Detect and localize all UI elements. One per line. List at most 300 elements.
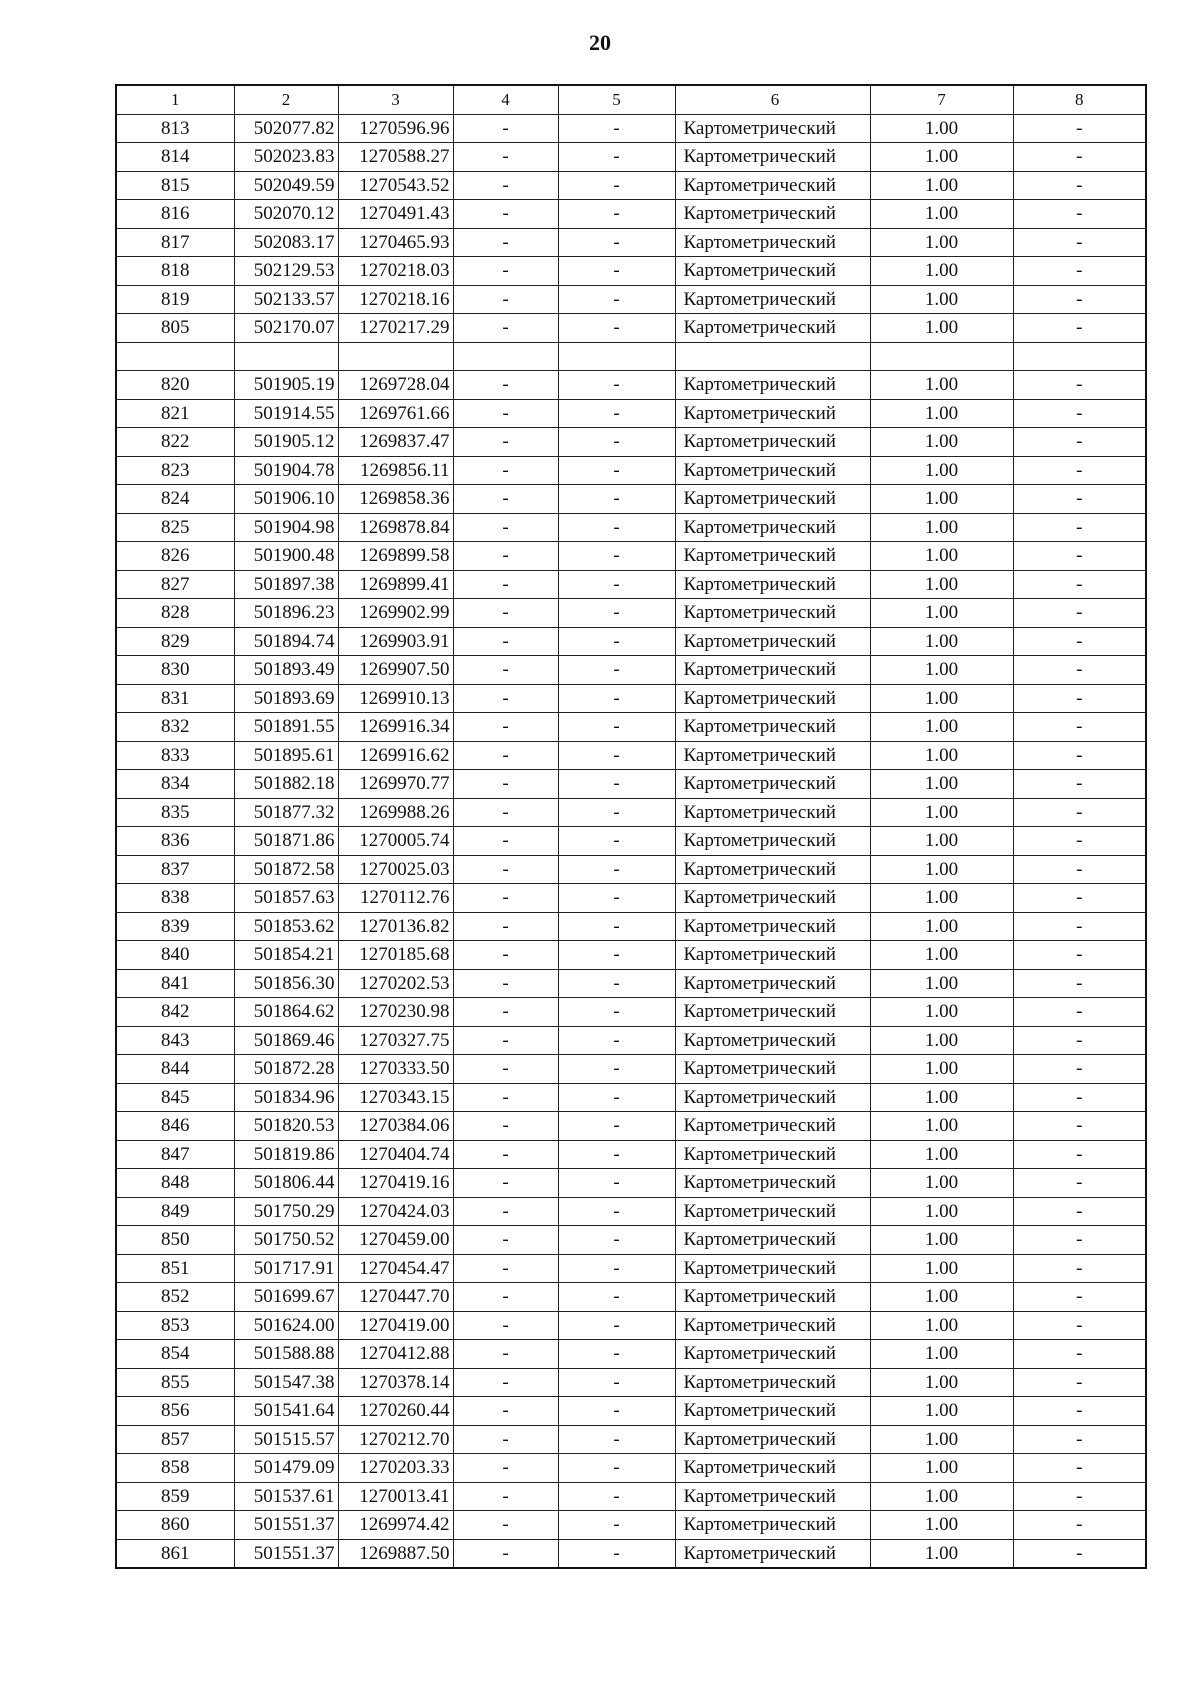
table-cell-col-4: -: [453, 684, 558, 713]
table-cell-col-7: 1.00: [870, 570, 1013, 599]
table-cell-col-3: 1269899.58: [338, 542, 453, 571]
table-cell-col-8: -: [1013, 1026, 1146, 1055]
table-cell-col-1: 840: [116, 941, 234, 970]
table-cell-col-7: 1.00: [870, 1311, 1013, 1340]
table-cell-col-7: 1.00: [870, 257, 1013, 286]
table-cell-col-2: 501872.58: [234, 855, 338, 884]
table-cell-col-4: -: [453, 998, 558, 1027]
table-cell-col-1: [116, 342, 234, 371]
table-cell-col-2: 501819.86: [234, 1140, 338, 1169]
table-cell-col-5: -: [558, 1112, 675, 1141]
table-cell-col-1: 854: [116, 1340, 234, 1369]
table-cell-col-1: 825: [116, 513, 234, 542]
table-cell-col-1: 831: [116, 684, 234, 713]
table-cell-col-4: -: [453, 371, 558, 400]
table-cell-col-3: 1269974.42: [338, 1511, 453, 1540]
column-header-5: 5: [558, 85, 675, 114]
table-cell-col-1: 856: [116, 1397, 234, 1426]
table-cell-col-2: 501479.09: [234, 1454, 338, 1483]
table-cell-col-5: -: [558, 1511, 675, 1540]
table-cell-col-7: 1.00: [870, 969, 1013, 998]
table-cell-col-1: 813: [116, 114, 234, 143]
table-cell-col-6: Картометрический: [675, 1454, 870, 1483]
table-cell-col-2: 502083.17: [234, 228, 338, 257]
table-row: [116, 684, 1146, 713]
table-cell-col-8: -: [1013, 1368, 1146, 1397]
table-cell-col-8: -: [1013, 1226, 1146, 1255]
table-cell-col-4: -: [453, 884, 558, 913]
table-cell-col-2: 501900.48: [234, 542, 338, 571]
table-cell-col-7: 1.00: [870, 1055, 1013, 1084]
table-cell-col-7: 1.00: [870, 485, 1013, 514]
table-cell-col-6: Картометрический: [675, 542, 870, 571]
table-row: [116, 941, 1146, 970]
table-cell-col-2: 501820.53: [234, 1112, 338, 1141]
table-cell-col-1: 841: [116, 969, 234, 998]
table-cell-col-5: -: [558, 1539, 675, 1568]
table-row: [116, 1340, 1146, 1369]
table-cell-col-7: 1.00: [870, 1026, 1013, 1055]
table-cell-col-8: -: [1013, 656, 1146, 685]
table-cell-col-4: -: [453, 1539, 558, 1568]
table-cell-col-3: 1270447.70: [338, 1283, 453, 1312]
table-cell-col-1: 828: [116, 599, 234, 628]
table-cell-col-7: 1.00: [870, 1283, 1013, 1312]
table-cell-col-3: 1270419.00: [338, 1311, 453, 1340]
table-cell-col-1: 848: [116, 1169, 234, 1198]
table-cell-col-2: 501905.12: [234, 428, 338, 457]
table-cell-col-3: 1270419.16: [338, 1169, 453, 1198]
table-row: [116, 456, 1146, 485]
table-cell-col-7: 1.00: [870, 884, 1013, 913]
table-cell-col-1: 822: [116, 428, 234, 457]
table-cell-col-7: 1.00: [870, 798, 1013, 827]
table-cell-col-1: 830: [116, 656, 234, 685]
table-cell-col-8: -: [1013, 1083, 1146, 1112]
table-cell-col-2: 501914.55: [234, 399, 338, 428]
table-cell-col-7: 1.00: [870, 1425, 1013, 1454]
table-cell-col-7: 1.00: [870, 1368, 1013, 1397]
table-cell-col-5: -: [558, 1283, 675, 1312]
table-cell-col-5: -: [558, 627, 675, 656]
table-cell-col-5: -: [558, 200, 675, 229]
table-cell-col-8: -: [1013, 1454, 1146, 1483]
table-cell-col-5: -: [558, 941, 675, 970]
table-cell-col-8: -: [1013, 741, 1146, 770]
table-row: [116, 827, 1146, 856]
table-cell-col-8: -: [1013, 114, 1146, 143]
table-cell-col-8: -: [1013, 399, 1146, 428]
table-cell-col-2: 501551.37: [234, 1539, 338, 1568]
table-cell-col-7: 1.00: [870, 855, 1013, 884]
table-cell-col-1: 860: [116, 1511, 234, 1540]
table-cell-col-4: -: [453, 1311, 558, 1340]
table-row: [116, 1055, 1146, 1084]
table-cell-col-6: Картометрический: [675, 371, 870, 400]
table-cell-col-5: -: [558, 171, 675, 200]
table-cell-col-3: 1270412.88: [338, 1340, 453, 1369]
table-cell-col-4: -: [453, 285, 558, 314]
table-cell-col-8: -: [1013, 1397, 1146, 1426]
table-cell-col-5: -: [558, 1454, 675, 1483]
table-cell-col-5: -: [558, 399, 675, 428]
table-cell-col-1: 861: [116, 1539, 234, 1568]
table-cell-col-1: 839: [116, 912, 234, 941]
table-cell-col-2: 501834.96: [234, 1083, 338, 1112]
table-cell-col-6: Картометрический: [675, 114, 870, 143]
table-cell-col-8: -: [1013, 1340, 1146, 1369]
table-cell-col-5: -: [558, 1226, 675, 1255]
table-cell-col-3: 1269970.77: [338, 770, 453, 799]
table-cell-col-5: -: [558, 1425, 675, 1454]
header-row: [116, 85, 1146, 114]
table-cell-col-3: 1270217.29: [338, 314, 453, 343]
table-cell-col-3: 1270378.14: [338, 1368, 453, 1397]
table-cell-col-3: 1270218.03: [338, 257, 453, 286]
table-row: [116, 741, 1146, 770]
table-cell-col-5: -: [558, 513, 675, 542]
table-cell-col-2: 501871.86: [234, 827, 338, 856]
table-cell-col-1: 805: [116, 314, 234, 343]
table-cell-col-4: -: [453, 627, 558, 656]
table-cell-col-5: -: [558, 599, 675, 628]
table-cell-col-6: Картометрический: [675, 1340, 870, 1369]
table-row: [116, 228, 1146, 257]
table-cell-col-1: 818: [116, 257, 234, 286]
table-cell-col-3: 1270005.74: [338, 827, 453, 856]
table-row: [116, 1511, 1146, 1540]
table-cell-col-7: 1.00: [870, 1254, 1013, 1283]
table-cell-col-5: -: [558, 314, 675, 343]
table-cell-col-1: 846: [116, 1112, 234, 1141]
table-cell-col-4: -: [453, 713, 558, 742]
table-cell-col-1: 851: [116, 1254, 234, 1283]
table-cell-col-3: 1270343.15: [338, 1083, 453, 1112]
table-cell-col-8: -: [1013, 1197, 1146, 1226]
table-row: [116, 884, 1146, 913]
table-cell-col-2: 502133.57: [234, 285, 338, 314]
table-cell-col-4: -: [453, 542, 558, 571]
table-cell-col-7: 1.00: [870, 1197, 1013, 1226]
table-cell-col-4: -: [453, 1368, 558, 1397]
table-cell-col-5: -: [558, 1055, 675, 1084]
table-cell-col-7: 1.00: [870, 114, 1013, 143]
table-cell-col-7: 1.00: [870, 656, 1013, 685]
table-cell-col-4: -: [453, 1140, 558, 1169]
table-cell-col-2: 501853.62: [234, 912, 338, 941]
table-cell-col-8: -: [1013, 285, 1146, 314]
table-cell-col-6: Картометрический: [675, 741, 870, 770]
table-row: [116, 627, 1146, 656]
table-row: [116, 656, 1146, 685]
table-cell-col-3: 1270136.82: [338, 912, 453, 941]
table-cell-col-3: 1270454.47: [338, 1254, 453, 1283]
table-cell-col-1: 829: [116, 627, 234, 656]
table-cell-col-3: 1269878.84: [338, 513, 453, 542]
table-cell-col-8: -: [1013, 1511, 1146, 1540]
table-cell-col-2: 501857.63: [234, 884, 338, 913]
table-cell-col-3: 1269837.47: [338, 428, 453, 457]
table-cell-col-8: -: [1013, 1539, 1146, 1568]
table-cell-col-5: -: [558, 428, 675, 457]
table-cell-col-3: 1270588.27: [338, 143, 453, 172]
table-cell-col-3: 1270404.74: [338, 1140, 453, 1169]
table-cell-col-3: 1270230.98: [338, 998, 453, 1027]
table-row: [116, 1539, 1146, 1568]
table-cell-col-1: 819: [116, 285, 234, 314]
table-cell-col-4: -: [453, 513, 558, 542]
table-cell-col-4: -: [453, 1197, 558, 1226]
table-cell-col-7: 1.00: [870, 627, 1013, 656]
table-cell-col-6: Картометрический: [675, 513, 870, 542]
table-cell-col-8: -: [1013, 1140, 1146, 1169]
table-cell-col-3: 1269903.91: [338, 627, 453, 656]
table-cell-col-6: Картометрический: [675, 1482, 870, 1511]
table-row: [116, 1454, 1146, 1483]
table-cell-col-7: 1.00: [870, 1112, 1013, 1141]
table-cell-col-3: 1269858.36: [338, 485, 453, 514]
table-row: [116, 570, 1146, 599]
table-cell-col-7: 1.00: [870, 228, 1013, 257]
table-cell-col-2: [234, 342, 338, 371]
table-cell-col-5: -: [558, 713, 675, 742]
column-header-8: 8: [1013, 85, 1146, 114]
table-cell-col-7: 1.00: [870, 684, 1013, 713]
table-cell-col-1: 834: [116, 770, 234, 799]
table-cell-col-7: 1.00: [870, 770, 1013, 799]
table-cell-col-6: Картометрический: [675, 1112, 870, 1141]
table-cell-col-7: 1.00: [870, 542, 1013, 571]
table-cell-col-2: 501895.61: [234, 741, 338, 770]
table-cell-col-2: 502170.07: [234, 314, 338, 343]
table-cell-col-7: 1.00: [870, 1083, 1013, 1112]
table-cell-col-7: 1.00: [870, 171, 1013, 200]
table-row: [116, 599, 1146, 628]
table-cell-col-4: -: [453, 599, 558, 628]
table-cell-col-8: [1013, 342, 1146, 371]
table-cell-col-5: -: [558, 1482, 675, 1511]
table-cell-col-6: Картометрический: [675, 684, 870, 713]
table-cell-col-2: 501864.62: [234, 998, 338, 1027]
table-cell-col-7: 1.00: [870, 513, 1013, 542]
table-row: [116, 1140, 1146, 1169]
table-header: [116, 85, 1146, 114]
table-cell-col-3: 1269902.99: [338, 599, 453, 628]
table-cell-col-3: 1269728.04: [338, 371, 453, 400]
table-cell-col-6: Картометрический: [675, 314, 870, 343]
table-cell-col-1: 844: [116, 1055, 234, 1084]
column-header-1: 1: [116, 85, 234, 114]
table-cell-col-3: 1269910.13: [338, 684, 453, 713]
table-cell-col-3: 1270202.53: [338, 969, 453, 998]
table-cell-col-4: -: [453, 200, 558, 229]
table-cell-col-3: 1269899.41: [338, 570, 453, 599]
table-cell-col-2: 502023.83: [234, 143, 338, 172]
table-cell-col-4: -: [453, 314, 558, 343]
table-cell-col-2: 501547.38: [234, 1368, 338, 1397]
table-cell-col-6: Картометрический: [675, 228, 870, 257]
table-cell-col-6: Картометрический: [675, 285, 870, 314]
table-row: [116, 713, 1146, 742]
table-cell-col-2: 501699.67: [234, 1283, 338, 1312]
table-row: [116, 1169, 1146, 1198]
column-header-7: 7: [870, 85, 1013, 114]
table-cell-col-1: 837: [116, 855, 234, 884]
table-cell-col-7: 1.00: [870, 827, 1013, 856]
table-cell-col-8: -: [1013, 1283, 1146, 1312]
table-cell-col-1: 842: [116, 998, 234, 1027]
table-cell-col-4: -: [453, 456, 558, 485]
table-cell-col-5: -: [558, 1169, 675, 1198]
table-cell-col-3: 1270384.06: [338, 1112, 453, 1141]
table-cell-col-5: -: [558, 542, 675, 571]
table-cell-col-6: Картометрический: [675, 257, 870, 286]
table-row: [116, 371, 1146, 400]
table-cell-col-1: 849: [116, 1197, 234, 1226]
table-cell-col-4: -: [453, 969, 558, 998]
table-row: [116, 1083, 1146, 1112]
table-cell-col-5: -: [558, 371, 675, 400]
table-cell-col-2: 501882.18: [234, 770, 338, 799]
table-cell-col-5: -: [558, 770, 675, 799]
table-cell-col-4: -: [453, 1283, 558, 1312]
table-cell-col-5: -: [558, 798, 675, 827]
table-cell-col-3: 1269887.50: [338, 1539, 453, 1568]
table-cell-col-7: 1.00: [870, 428, 1013, 457]
table-body: [116, 114, 1146, 1568]
table-cell-col-8: -: [1013, 627, 1146, 656]
table-cell-col-5: -: [558, 1254, 675, 1283]
table-cell-col-6: Картометрический: [675, 1169, 870, 1198]
table-cell-col-1: 859: [116, 1482, 234, 1511]
table-cell-col-6: Картометрический: [675, 1254, 870, 1283]
table-row: [116, 1112, 1146, 1141]
table-cell-col-6: Картометрический: [675, 1511, 870, 1540]
table-cell-col-5: -: [558, 884, 675, 913]
table-row: [116, 171, 1146, 200]
table-cell-col-3: 1270218.16: [338, 285, 453, 314]
table-cell-col-6: Картометрический: [675, 941, 870, 970]
table-cell-col-5: -: [558, 1197, 675, 1226]
table-cell-col-2: 501717.91: [234, 1254, 338, 1283]
table-cell-col-6: Картометрический: [675, 1226, 870, 1255]
table-cell-col-2: 501904.98: [234, 513, 338, 542]
table-cell-col-3: 1270013.41: [338, 1482, 453, 1511]
table-cell-col-7: 1.00: [870, 713, 1013, 742]
table-cell-col-4: -: [453, 257, 558, 286]
table-cell-col-2: 501551.37: [234, 1511, 338, 1540]
table-cell-col-8: -: [1013, 542, 1146, 571]
table-cell-col-6: Картометрический: [675, 1368, 870, 1397]
table-cell-col-2: 501588.88: [234, 1340, 338, 1369]
table-cell-col-3: 1270465.93: [338, 228, 453, 257]
table-cell-col-1: 858: [116, 1454, 234, 1483]
table-cell-col-1: 816: [116, 200, 234, 229]
table-cell-col-7: 1.00: [870, 599, 1013, 628]
table-cell-col-8: -: [1013, 684, 1146, 713]
table-cell-col-4: -: [453, 1169, 558, 1198]
table-cell-col-7: 1.00: [870, 456, 1013, 485]
table-cell-col-8: -: [1013, 1055, 1146, 1084]
table-cell-col-2: 502129.53: [234, 257, 338, 286]
table-row: [116, 314, 1146, 343]
table-cell-col-8: -: [1013, 371, 1146, 400]
table-row: [116, 285, 1146, 314]
table-row: [116, 1368, 1146, 1397]
table-row: [116, 1226, 1146, 1255]
table-cell-col-3: 1269916.62: [338, 741, 453, 770]
table-row: [116, 513, 1146, 542]
table-cell-col-8: -: [1013, 884, 1146, 913]
table-cell-col-6: Картометрический: [675, 171, 870, 200]
table-cell-col-6: Картометрический: [675, 485, 870, 514]
table-cell-col-3: 1270185.68: [338, 941, 453, 970]
table-row: [116, 542, 1146, 571]
table-row: [116, 1311, 1146, 1340]
table-cell-col-4: -: [453, 941, 558, 970]
table-cell-col-4: -: [453, 656, 558, 685]
table-cell-col-8: -: [1013, 969, 1146, 998]
table-cell-col-6: Картометрический: [675, 200, 870, 229]
table-cell-col-5: -: [558, 456, 675, 485]
coordinates-table: [115, 84, 1147, 1569]
table-cell-col-7: 1.00: [870, 1226, 1013, 1255]
table-cell-col-1: 815: [116, 171, 234, 200]
table-cell-col-6: Картометрический: [675, 599, 870, 628]
table-row: [116, 342, 1146, 371]
table-cell-col-1: 823: [116, 456, 234, 485]
table-cell-col-1: 814: [116, 143, 234, 172]
table-cell-col-4: -: [453, 1454, 558, 1483]
table-cell-col-4: -: [453, 1397, 558, 1426]
table-cell-col-3: 1270327.75: [338, 1026, 453, 1055]
table-row: [116, 1254, 1146, 1283]
table-row: [116, 798, 1146, 827]
table-row: [116, 912, 1146, 941]
table-cell-col-6: Картометрический: [675, 1197, 870, 1226]
table-cell-col-7: 1.00: [870, 741, 1013, 770]
table-cell-col-5: -: [558, 1140, 675, 1169]
table-cell-col-6: Картометрический: [675, 399, 870, 428]
table-cell-col-7: 1.00: [870, 1539, 1013, 1568]
column-header-4: 4: [453, 85, 558, 114]
table-cell-col-7: 1.00: [870, 1340, 1013, 1369]
table-cell-col-6: Картометрический: [675, 1425, 870, 1454]
table-cell-col-4: -: [453, 228, 558, 257]
table-cell-col-6: Картометрический: [675, 998, 870, 1027]
table-cell-col-3: 1269916.34: [338, 713, 453, 742]
table-cell-col-3: 1270333.50: [338, 1055, 453, 1084]
table-cell-col-2: 501872.28: [234, 1055, 338, 1084]
table-cell-col-7: 1.00: [870, 998, 1013, 1027]
table-cell-col-8: -: [1013, 513, 1146, 542]
table-row: [116, 1425, 1146, 1454]
table-cell-col-5: -: [558, 285, 675, 314]
table-cell-col-6: Картометрический: [675, 798, 870, 827]
table-cell-col-6: Картометрический: [675, 770, 870, 799]
table-cell-col-6: Картометрический: [675, 143, 870, 172]
table-cell-col-5: -: [558, 570, 675, 599]
table-cell-col-4: -: [453, 798, 558, 827]
table-cell-col-4: -: [453, 1425, 558, 1454]
table-cell-col-6: Картометрический: [675, 912, 870, 941]
table-cell-col-2: 501897.38: [234, 570, 338, 599]
table-cell-col-2: 502049.59: [234, 171, 338, 200]
table-cell-col-3: 1270543.52: [338, 171, 453, 200]
table-cell-col-2: 501893.69: [234, 684, 338, 713]
table-cell-col-2: 501893.49: [234, 656, 338, 685]
column-header-2: 2: [234, 85, 338, 114]
